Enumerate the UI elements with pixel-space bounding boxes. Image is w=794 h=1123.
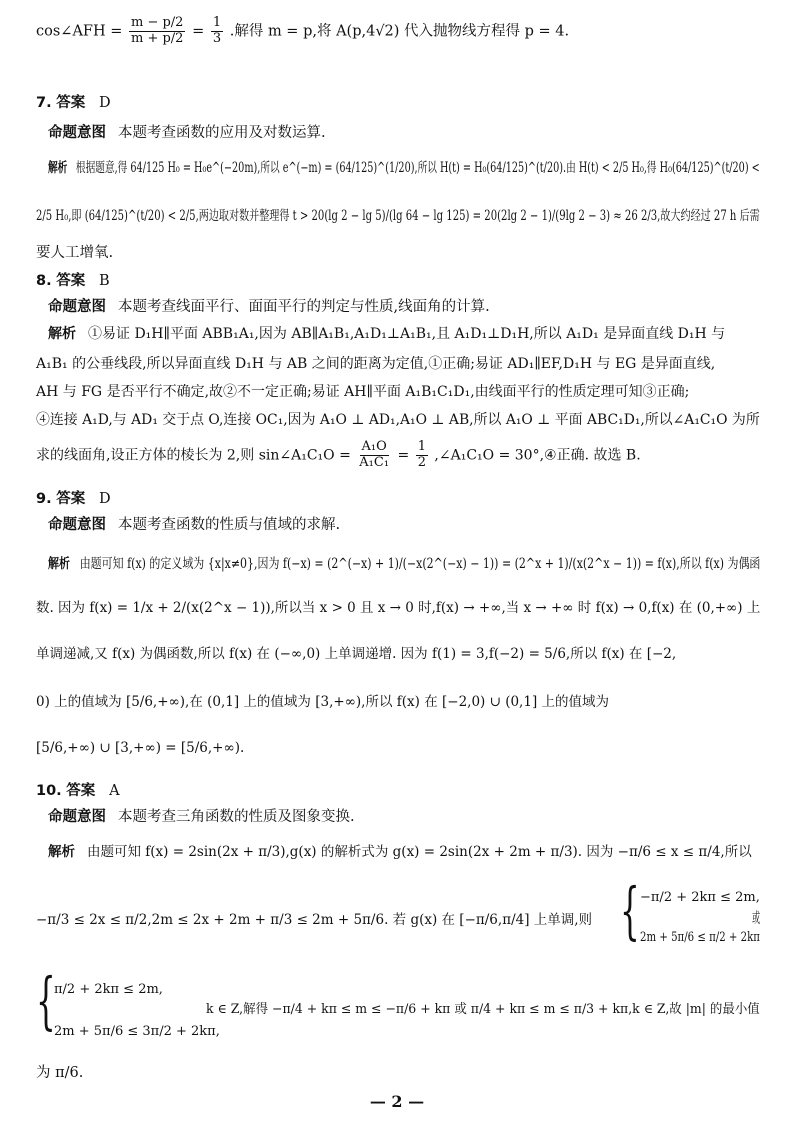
top-line [36,16,569,47]
q10-analysis-line3: k ∈ Z,解得 −π/4 + kπ ≤ m ≤ −π/6 + kπ 或 π/4 + kπ ≤ m ≤ π/3 + kπ,k ∈ Z,故 |m| 的最小值 [206,1002,760,1017]
q8-analysis-line3: AH 与 FG 是否平行不确定,故②不一定正确;易证 AH∥平面 A₁B₁C₁D₁,由线面平行的性质定理可知③正确; [36,384,690,400]
q9-analysis-line1: 解析 由题可知 f(x) 的定义域为 {x|x≠0},因为 f(−x) = (2^(−x) + 1)/(−x(2^(−x) − 1)) = (2^x + 1)/(x(2^x − 1)) = f(x),所以 f(x) 为偶函 [48,556,761,572]
q7-analysis-line2: 2/5 H₀,即 (64/125)^(t/20) < 2/5,两边取对数并整理得 t > 20(lg 2 − lg 5)/(lg 64 − lg 125) = 20(2lg 2 − 1)/(9lg 2 − 3) ≈ 26 2/3,故大约经过 27 h 后需 [36,208,760,224]
top-lhs: cos∠AFH = [36,23,123,40]
q9-analysis-line3: 单调递减,又 f(x) 为偶函数,所以 f(x) 在 (−∞,0) 上单调递增. 因为 f(1) = 3,f(−2) = 5/6,所以 f(x) 在 [−2, [36,646,677,662]
q9-analysis-line2: 数. 因为 f(x) = 1/x + 2/(x(2^x − 1)),所以当 x > 0 且 x → 0 时,f(x) → +∞,当 x → +∞ 时 f(x) → 0,f(x) 在 (0,+∞) 上 [36,600,761,616]
q10-answer-value: A [109,783,120,799]
q10-answer: 10. 答案 A [36,783,120,799]
q7-analysis-line1: 解析 根据题意,得 64/125 H₀ = H₀e^(−20m),所以 e^(−m) = (64/125)^(1/20),所以 H(t) = H₀(64/125)^(t/20).由 H(t) < 2/5 H₀,得 H₀(64/125)^(t/20) < [48,160,760,176]
q8-analysis-line1: 解析 ①易证 D₁H∥平面 ABB₁A₁,因为 AB∥A₁B₁,A₁D₁⊥A₁B₁,且 A₁D₁⊥D₁H,所以 A₁D₁ 是异面直线 D₁H 与 [48,326,726,342]
top-fraction-num: m − p/2 [131,15,184,30]
q9-intent: 命题意图 本题考查函数的性质与值域的求解. [48,517,341,533]
q10-system2-brace: { [36,964,56,1037]
q10-system1-brace: { [620,874,640,947]
q8-analysis-line5: 求的线面角,设正方体的棱长为 2,则 sin∠A₁C₁O = $\frac{\text{A₁O}}{\text{A₁C₁}}$ = $\frac{1}{2}$ ,∠A₁C₁O = 30°,④正确. 故选 B. [36,439,641,470]
q7-intent: 命题意图 本题考查函数的应用及对数运算. [48,125,326,141]
q7-answer: 7. 答案 D [36,95,111,111]
page-number: — 2 — [369,1092,425,1111]
q8-analysis-line2: A₁B₁ 的公垂线段,所以异面直线 D₁H 与 AB 之间的距离为定值,①正确;易证 AD₁∥EF,D₁H 与 EG 是异面直线, [36,356,716,372]
q8-sin-fraction: $\frac{\text{A₁O}}{\text{A₁C₁}}$ [359,439,390,470]
top-eq: = [192,23,205,40]
q10-system1-row1: −π/2 + 2kπ ≤ 2m, [640,890,760,905]
q8-answer-value: B [99,273,110,289]
q10-system2-row2: 2m + 5π/6 ≤ 3π/2 + 2kπ, [54,1024,220,1039]
q10-or: 或 [752,911,761,927]
top-value: $\frac{1}{3}$ [212,15,222,46]
q8-intent: 命题意图 本题考查线面平行、面面平行的判定与性质,线面角的计算. [48,299,490,315]
top-fraction [129,16,185,47]
q8-answer: 8. 答案 B [36,273,110,289]
q9-answer-value: D [99,491,111,507]
q8-half: $\frac{1}{2}$ [417,439,426,470]
top-text: .解得 m = p,将 A(p,4√2) 代入抛物线方程得 p = 4. [229,23,570,40]
q10-intent: 命题意图 本题考查三角函数的性质及图象变换. [48,809,355,825]
q7-analysis-line3: 要人工增氧. [36,245,114,261]
q10-system1-row2: 2m + 5π/6 ≤ π/2 + 2kπ [640,930,760,945]
q10-analysis-line1: 解析 由题可知 f(x) = 2sin(2x + π/3),g(x) 的解析式为 g(x) = 2sin(2x + 2m + π/3). 因为 −π/6 ≤ x ≤ π/4,所以 [48,844,752,860]
q7-answer-value: D [99,95,111,111]
q10-analysis-line4: 为 π/6. [36,1065,84,1081]
q10-analysis-line2: −π/3 ≤ 2x ≤ π/2,2m ≤ 2x + 2m + π/3 ≤ 2m + 5π/6. 若 g(x) 在 [−π/6,π/4] 上单调,则 [36,912,593,928]
q9-analysis-line5: [5/6,+∞) ∪ [3,+∞) = [5/6,+∞). [36,740,245,756]
q9-answer: 9. 答案 D [36,491,111,507]
q8-analysis-line4: ④连接 A₁D,与 AD₁ 交于点 O,连接 OC₁,因为 A₁O ⊥ AD₁,A₁O ⊥ AB,所以 A₁O ⊥ 平面 ABC₁D₁,所以∠A₁C₁O 为所 [36,412,760,428]
top-fraction-den: m + p/2 [131,30,184,46]
q10-system2-row1: π/2 + 2kπ ≤ 2m, [54,982,163,997]
q9-analysis-line4: 0) 上的值域为 [5/6,+∞),在 (0,1] 上的值域为 [3,+∞),所以 f(x) 在 [−2,0) ∪ (0,1] 上的值域为 [36,694,609,710]
